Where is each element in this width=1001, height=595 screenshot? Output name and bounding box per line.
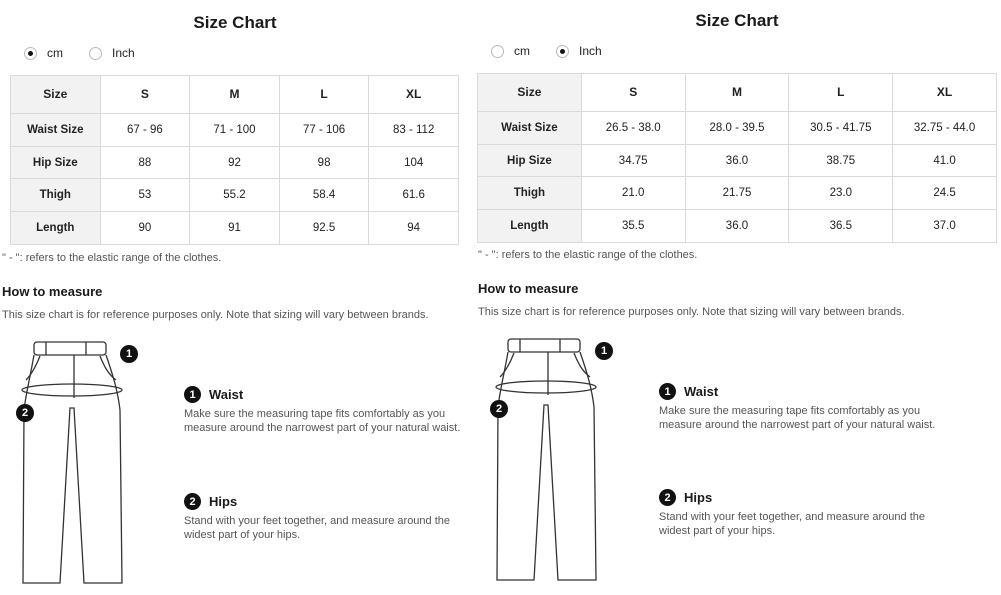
table-cell: 28.0 - 39.5 — [685, 111, 789, 144]
table-row-label: Waist Size — [11, 113, 101, 146]
table-row — [478, 111, 997, 144]
table-cell: 37.0 — [893, 210, 997, 243]
table-row-label: Length — [478, 210, 582, 243]
unit-selector — [24, 46, 161, 60]
pants-icon — [486, 335, 636, 587]
how-to-measure-heading: How to measure — [2, 284, 103, 299]
table-row — [11, 146, 459, 179]
table-cell: 34.75 — [581, 144, 685, 177]
table-cell: 24.5 — [893, 177, 997, 210]
unit-label[interactable]: cm — [47, 46, 63, 60]
size-table — [477, 73, 997, 243]
table-header-cell: M — [685, 74, 789, 112]
step-number: 1 — [184, 386, 201, 403]
radio-inch[interactable] — [89, 47, 102, 60]
hips-instruction — [184, 493, 474, 542]
table-cell: 53 — [100, 179, 190, 212]
unit-label[interactable]: cm — [514, 44, 530, 58]
table-cell: 36.0 — [685, 144, 789, 177]
table-header-cell: Size — [11, 76, 101, 114]
reference-note: This size chart is for reference purposes only. Note that sizing will vary between brands. — [2, 309, 429, 321]
measure-description: Stand with your feet together, and measure around the widest part of your hips. — [659, 511, 926, 537]
table-cell: 58.4 — [279, 179, 369, 212]
table-row-label: Waist Size — [478, 111, 582, 144]
table-row-label: Hip Size — [11, 146, 101, 179]
radio-cm[interactable] — [491, 45, 504, 58]
table-cell: 104 — [369, 146, 459, 179]
pants-illustration — [486, 335, 636, 592]
table-cell: 67 - 96 — [100, 113, 190, 146]
table-cell: 61.6 — [369, 179, 459, 212]
waist-marker-1: 1 — [595, 342, 613, 360]
pants-icon — [12, 338, 162, 590]
table-header-row — [478, 74, 997, 112]
table-row-label: Thigh — [478, 177, 582, 210]
measure-name: Waist — [209, 387, 244, 402]
elastic-range-note: " - ": refers to the elastic range of the clothes. — [478, 249, 698, 261]
unit-label[interactable]: Inch — [112, 46, 135, 60]
table-cell: 92 — [190, 146, 280, 179]
unit-option-inch[interactable] — [89, 46, 135, 60]
table-cell: 38.75 — [789, 144, 893, 177]
table-cell: 26.5 - 38.0 — [581, 111, 685, 144]
how-to-measure-heading: How to measure — [478, 281, 579, 296]
table-header-cell: XL — [369, 76, 459, 114]
waist-marker-1: 1 — [120, 345, 138, 363]
table-cell: 23.0 — [789, 177, 893, 210]
table-cell: 71 - 100 — [190, 113, 280, 146]
table-row — [11, 113, 459, 146]
measure-description: Make sure the measuring tape fits comfortably as you measure around the narrowest part of your natural waist. — [184, 408, 461, 434]
table-cell: 90 — [100, 212, 190, 245]
table-row — [11, 212, 459, 245]
measure-description: Stand with your feet together, and measure around the widest part of your hips. — [184, 515, 451, 541]
unit-option-inch[interactable] — [556, 44, 602, 58]
unit-option-cm[interactable] — [24, 46, 63, 60]
table-row — [478, 144, 997, 177]
table-header-cell: L — [279, 76, 369, 114]
size-table — [10, 75, 459, 245]
table-cell: 77 - 106 — [279, 113, 369, 146]
panel-title: Size Chart — [193, 13, 277, 32]
radio-cm[interactable] — [24, 47, 37, 60]
table-row-label: Hip Size — [478, 144, 582, 177]
waist-instruction — [659, 383, 949, 432]
measure-name: Hips — [684, 490, 713, 505]
unit-selector — [491, 44, 628, 58]
table-header-cell: M — [190, 76, 280, 114]
measure-description: Make sure the measuring tape fits comfortably as you measure around the narrowest part of your natural waist. — [659, 405, 936, 431]
table-header-cell: S — [100, 76, 190, 114]
unit-label[interactable]: Inch — [579, 44, 602, 58]
reference-note: This size chart is for reference purposes only. Note that sizing will vary between brands. — [478, 306, 905, 318]
elastic-range-note: " - ": refers to the elastic range of the clothes. — [2, 252, 222, 264]
panel-title: Size Chart — [695, 11, 779, 30]
table-row-label: Length — [11, 212, 101, 245]
radio-inch[interactable] — [556, 45, 569, 58]
table-cell: 21.75 — [685, 177, 789, 210]
unit-option-cm[interactable] — [491, 44, 530, 58]
step-number: 1 — [659, 383, 676, 400]
table-cell: 83 - 112 — [369, 113, 459, 146]
table-cell: 35.5 — [581, 210, 685, 243]
table-row — [478, 177, 997, 210]
pants-illustration — [12, 338, 162, 595]
table-cell: 55.2 — [190, 179, 280, 212]
table-cell: 21.0 — [581, 177, 685, 210]
table-cell: 88 — [100, 146, 190, 179]
table-cell: 30.5 - 41.75 — [789, 111, 893, 144]
hip-marker-2: 2 — [16, 404, 34, 422]
table-cell: 92.5 — [279, 212, 369, 245]
hips-instruction — [659, 489, 949, 538]
step-number: 2 — [184, 493, 201, 510]
table-header-cell: XL — [893, 74, 997, 112]
table-cell: 98 — [279, 146, 369, 179]
table-cell: 94 — [369, 212, 459, 245]
table-cell: 41.0 — [893, 144, 997, 177]
waist-instruction — [184, 386, 474, 435]
table-header-row — [11, 76, 459, 114]
table-header-cell: S — [581, 74, 685, 112]
table-cell: 36.0 — [685, 210, 789, 243]
table-cell: 32.75 - 44.0 — [893, 111, 997, 144]
table-row — [11, 179, 459, 212]
measure-name: Waist — [684, 384, 719, 399]
table-cell: 91 — [190, 212, 280, 245]
table-row-label: Thigh — [11, 179, 101, 212]
step-number: 2 — [659, 489, 676, 506]
table-cell: 36.5 — [789, 210, 893, 243]
table-row — [478, 210, 997, 243]
measure-name: Hips — [209, 494, 238, 509]
table-header-cell: Size — [478, 74, 582, 112]
table-header-cell: L — [789, 74, 893, 112]
hip-marker-2: 2 — [490, 400, 508, 418]
